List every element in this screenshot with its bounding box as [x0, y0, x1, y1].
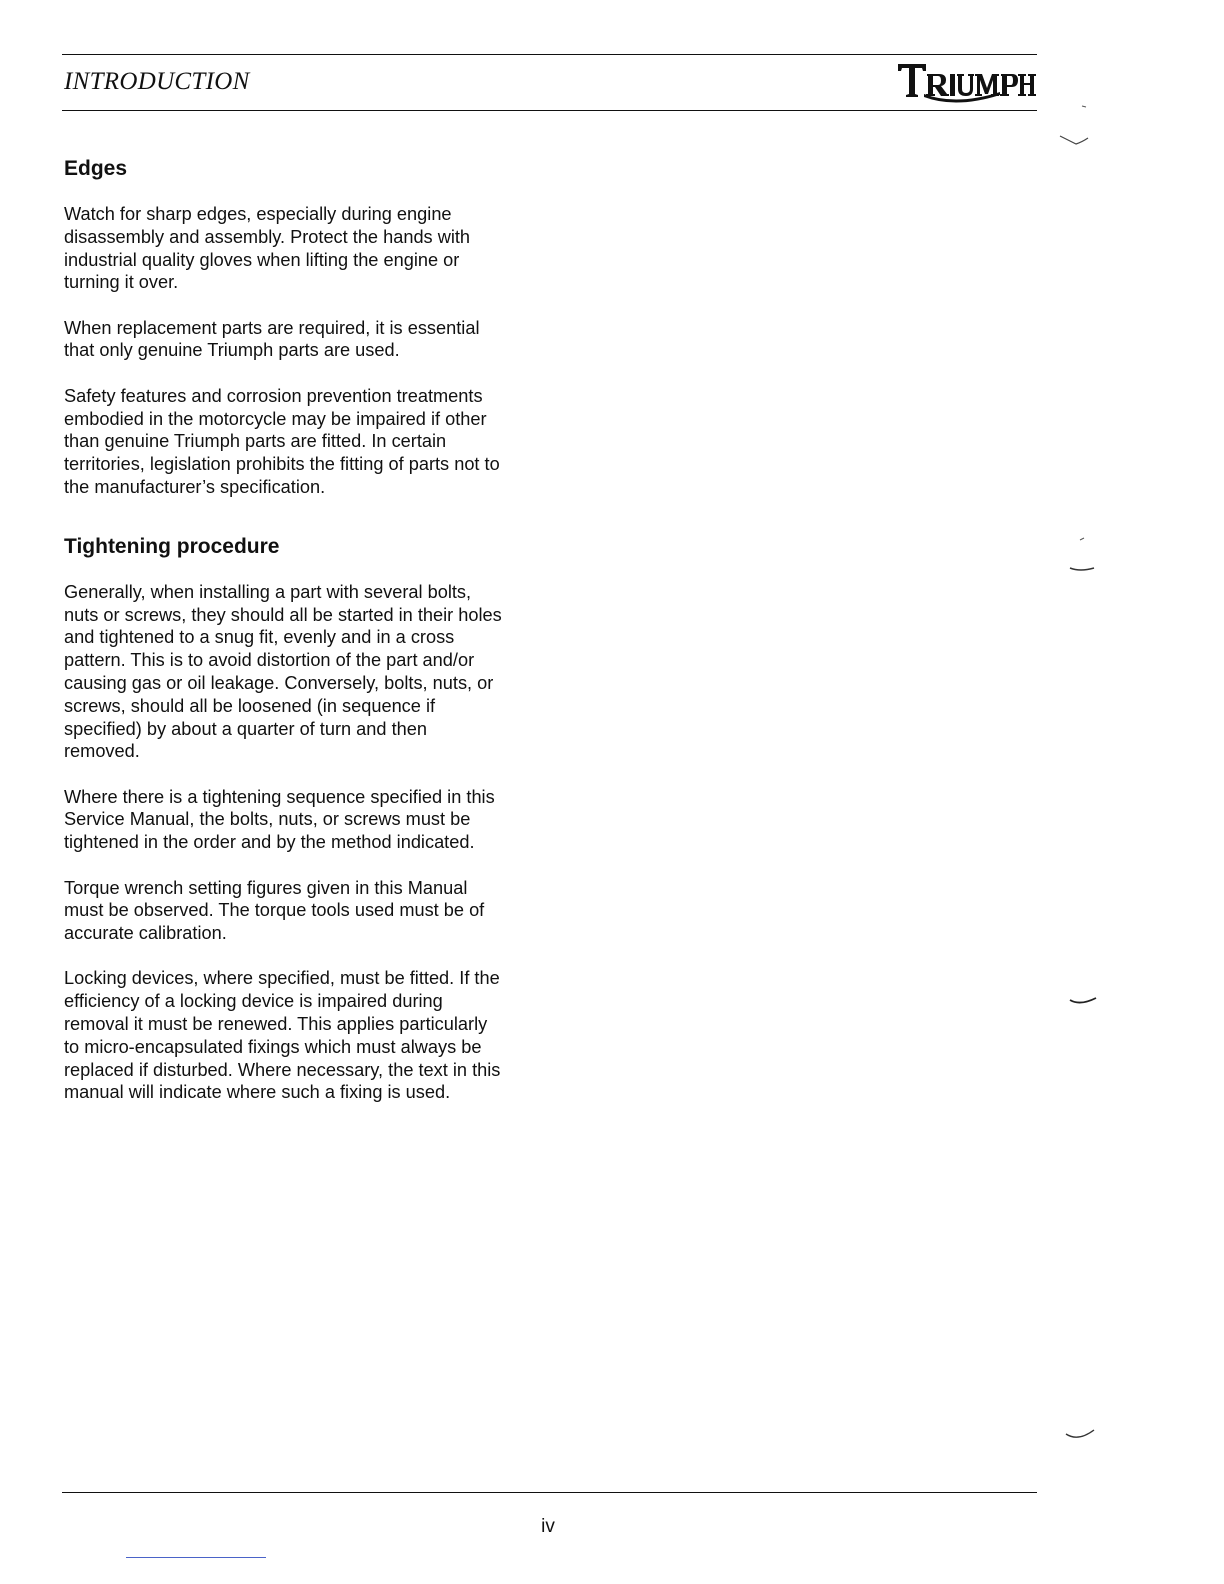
scan-mark-icon	[1062, 1420, 1102, 1450]
page-header-title: INTRODUCTION	[64, 68, 250, 95]
paragraph: Locking devices, where specified, must be fitted. If the efficiency of a locking device is impaired during removal it must be renewed. This applies particularly to micro-encapsulated fixings which must always be replaced if disturbed. Where necessary, the text in this manual will indicate where such a fixing is used.	[64, 968, 501, 1103]
scan-mark-icon	[1066, 990, 1106, 1020]
header-bottom-rule	[62, 110, 1037, 111]
paragraph: Where there is a tightening sequence specified in this Service Manual, the bolts, nuts, or screws must be tightened in the order and by the method indicated.	[64, 786, 495, 853]
triumph-logo-icon	[896, 58, 1038, 104]
header-top-rule	[62, 54, 1037, 55]
section-edges	[64, 155, 544, 499]
scan-mark-icon	[1064, 532, 1104, 576]
paragraph: Safety features and corrosion prevention treatments embodied in the motorcycle may be impaired if other than genuine Triumph parts are fitted. In certain territories, legislation prohibits the fitting of parts not to the manufacturer’s specification.	[64, 385, 500, 497]
footer-rule	[62, 1492, 1037, 1493]
section-heading: Tightening procedure	[64, 534, 280, 558]
paragraph: Generally, when installing a part with several bolts, nuts or screws, they should all be started in their holes and tightened to a snug fit, evenly and in a cross pattern. This is to avoid distortion of the part and/or causing gas or oil leakage. Conversely, bolts, nuts, or screws, should all be loosened (in sequence if specified) by about a quarter of turn and then removed.	[64, 581, 502, 762]
paragraph: Watch for sharp edges, especially during engine disassembly and assembly. Protect the hands with industrial quality gloves when lifting the engine or turning it over.	[64, 204, 471, 293]
paragraph: Torque wrench setting figures given in this Manual must be observed. The torque tools used must be of accurate calibration.	[64, 877, 485, 944]
paragraph: When replacement parts are required, it is essential that only genuine Triumph parts are used.	[64, 317, 480, 361]
page-content	[64, 155, 544, 1127]
section-heading: Edges	[64, 157, 128, 180]
page-number: iv	[541, 1516, 555, 1537]
section-tightening-procedure	[64, 533, 544, 1104]
scan-mark-icon	[1058, 100, 1102, 150]
footer-link-underline	[126, 1557, 266, 1558]
